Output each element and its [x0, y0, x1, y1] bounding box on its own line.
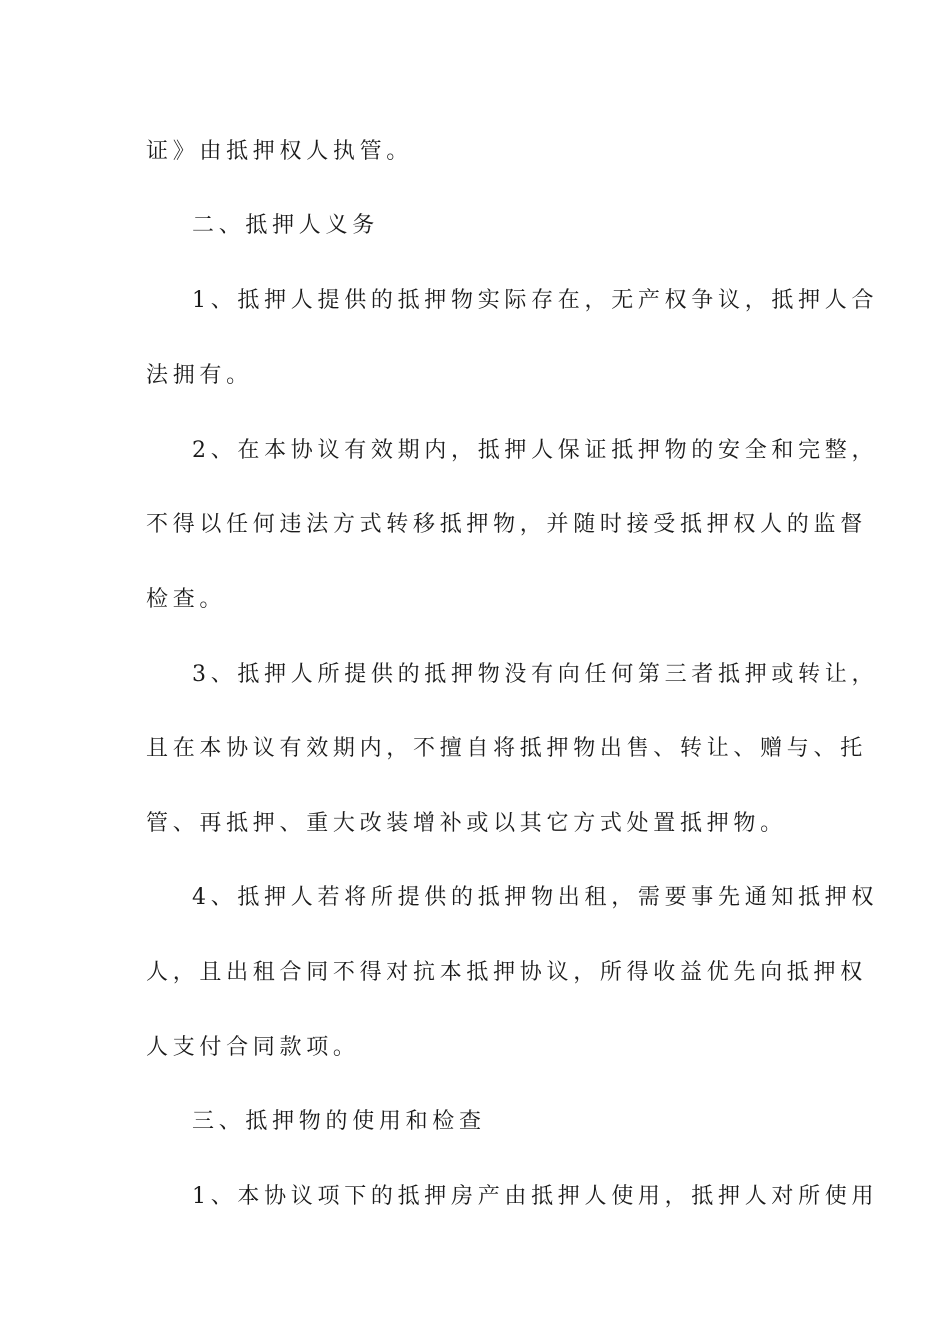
text-line: 1、抵押人提供的抵押物实际存在，无产权争议，抵押人合	[192, 288, 879, 313]
text-line: 3、抵押人所提供的抵押物没有向任何第三者抵押或转让，	[192, 662, 879, 687]
text-line: 人，且出租合同不得对抗本抵押协议，所得收益优先向抵押权	[146, 960, 867, 985]
text-line: 管、再抵押、重大改装增补或以其它方式处置抵押物。	[146, 811, 787, 836]
text-line: 1、本协议项下的抵押房产由抵押人使用，抵押人对所使用	[192, 1184, 879, 1209]
text-line: 证》由抵押权人执管。	[146, 139, 414, 164]
text-line: 且在本协议有效期内，不擅自将抵押物出售、转让、赠与、托	[146, 736, 867, 761]
section-heading: 三、抵押物的使用和检查	[192, 1109, 486, 1134]
text-line: 法拥有。	[146, 363, 253, 388]
text-line: 不得以任何违法方式转移抵押物，并随时接受抵押权人的监督	[146, 512, 867, 537]
section-heading: 二、抵押人义务	[192, 213, 379, 238]
text-line: 检查。	[146, 587, 227, 612]
text-line: 4、抵押人若将所提供的抵押物出租，需要事先通知抵押权	[192, 885, 879, 910]
text-line: 2、在本协议有效期内，抵押人保证抵押物的安全和完整，	[192, 438, 879, 463]
text-line: 人支付合同款项。	[146, 1035, 360, 1060]
